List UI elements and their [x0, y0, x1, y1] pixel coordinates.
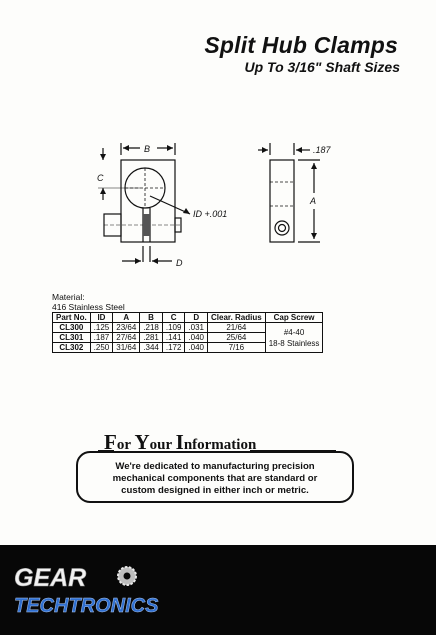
table-cell: .344 — [140, 343, 163, 353]
table-cell: .281 — [140, 333, 163, 343]
fyi-text-or: or — [116, 437, 135, 453]
fyi-text-nformation: nformation — [183, 437, 257, 453]
material-info — [52, 292, 125, 312]
table-cell: 7/16 — [208, 343, 266, 353]
info-line-1: We're dedicated to manufacturing precision — [115, 461, 315, 472]
info-line-2: mechanical components that are standard or — [112, 473, 318, 484]
table-cell: 23/64 — [113, 323, 140, 333]
col-header: Clear. Radius — [208, 313, 266, 323]
material-value: 416 Stainless Steel — [52, 302, 125, 312]
side-screw-hole — [275, 221, 289, 235]
logo-word-techtronics: TECHTRONICS — [14, 595, 159, 617]
table-cell: .172 — [162, 343, 185, 353]
gear-techtronics-logo — [12, 561, 222, 621]
col-header: C — [162, 313, 185, 323]
page-subtitle: Up To 3/16" Shaft Sizes — [244, 59, 400, 75]
part-number: CL301 — [53, 333, 91, 343]
dim-label-c: C — [97, 173, 104, 183]
col-header: Part No. — [53, 313, 91, 323]
cap-screw-material: 18-8 Stainless — [268, 338, 320, 348]
cap-screw-size: #4-40 — [283, 327, 305, 337]
col-header: D — [185, 313, 208, 323]
material-label: Material: — [52, 292, 85, 302]
technical-drawing — [0, 0, 436, 290]
gear-icon — [118, 567, 136, 585]
logo-word-gear: GEAR — [14, 564, 87, 592]
table-cell: .040 — [185, 333, 208, 343]
dim-label-id: ID +.001 — [193, 209, 228, 219]
col-header: ID — [90, 313, 113, 323]
dim-label-a: A — [310, 196, 317, 206]
table-cell: .187 — [90, 333, 113, 343]
col-header: Cap Screw — [265, 313, 323, 323]
fyi-cap-i: I — [175, 430, 184, 454]
table-cell: .031 — [185, 323, 208, 333]
table-cell: .141 — [162, 333, 185, 343]
dim-label-b: B — [144, 144, 151, 154]
table-cell: 31/64 — [113, 343, 140, 353]
fyi-text-our: our — [149, 437, 176, 453]
fyi-cap-y: Y — [134, 430, 150, 454]
table-cell: 21/64 — [208, 323, 266, 333]
fyi-cap-f: F — [104, 430, 117, 454]
dim-label-d: D — [176, 258, 183, 268]
spec-table — [52, 312, 323, 353]
info-line-3: custom designed in either inch or metric. — [121, 485, 309, 496]
table-cell: .040 — [185, 343, 208, 353]
col-header: B — [140, 313, 163, 323]
cap-screw-cell — [265, 323, 323, 353]
table-header-row — [53, 313, 323, 323]
table-cell: .109 — [162, 323, 185, 333]
table-cell: .218 — [140, 323, 163, 333]
table-cell: 27/64 — [113, 333, 140, 343]
page-title: Split Hub Clamps — [204, 32, 398, 58]
dim-label-187: .187 — [313, 145, 331, 155]
table-cell: .250 — [90, 343, 113, 353]
table-row — [53, 323, 323, 333]
part-number: CL300 — [53, 323, 91, 333]
clamp-side-body — [270, 160, 294, 242]
col-header: A — [113, 313, 140, 323]
table-cell: 25/64 — [208, 333, 266, 343]
part-number: CL302 — [53, 343, 91, 353]
info-box — [76, 451, 354, 503]
table-cell: .125 — [90, 323, 113, 333]
